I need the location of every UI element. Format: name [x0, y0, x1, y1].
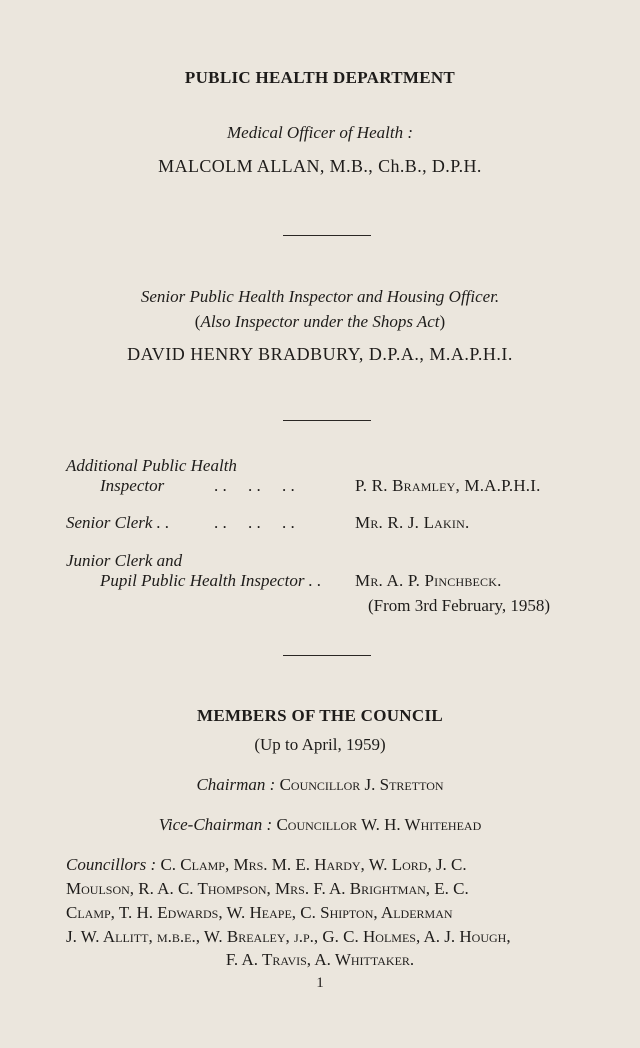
councillors-line	[66, 855, 467, 875]
staff-role: Junior Clerk and	[66, 551, 183, 570]
vice-chairman-label: Vice-Chairman :	[158, 815, 273, 834]
department-title: PUBLIC HEALTH DEPARTMENT	[184, 68, 456, 87]
dot-leader: . . . . . .	[214, 476, 295, 495]
chairman-line	[0, 775, 640, 795]
council-heading: MEMBERS OF THE COUNCIL	[196, 706, 444, 725]
senior-name: DAVID HENRY BRADBURY, D.P.A., M.A.P.H.I.	[127, 344, 513, 364]
dot-leader: . . . . . .	[214, 513, 295, 532]
councillors-line: J. W. Allitt, m.b.e., W. Brealey, j.p., G. C. Holmes, A. J. Hough,	[66, 927, 511, 946]
councillors-names: C. Clamp, Mrs. M. E. Hardy, W. Lord, J. C.	[160, 855, 467, 874]
councillors-line: F. A. Travis, A. Whittaker.	[225, 950, 415, 969]
vice-chairman-line	[0, 815, 640, 835]
staff-role: Pupil Public Health Inspector . .	[100, 571, 322, 590]
paren-close: )	[439, 312, 446, 331]
page-number: 1	[316, 975, 324, 991]
staff-name: P. R. Bramley, M.A.P.H.I.	[355, 476, 541, 495]
chairman-label: Chairman :	[196, 775, 276, 794]
staff-role: Senior Clerk . .	[66, 513, 170, 532]
paren-open: (	[194, 312, 201, 331]
divider	[283, 420, 371, 421]
moh-role: Medical Officer of Health :	[226, 123, 413, 142]
chairman-name: Councillor J. Stretton	[279, 775, 444, 794]
staff-role: Additional Public Health	[66, 456, 237, 475]
councillors-line: Moulson, R. A. C. Thompson, Mrs. F. A. Brightman, E. C.	[66, 879, 469, 898]
senior-role-line1: Senior Public Health Inspector and Housing Officer.	[140, 287, 500, 306]
staff-note: (From 3rd February, 1958)	[368, 596, 551, 615]
divider	[283, 655, 371, 656]
councillors-label: Councillors :	[66, 855, 157, 874]
divider	[283, 235, 371, 236]
staff-role: Inspector	[100, 476, 165, 495]
staff-name: Mr. A. P. Pinchbeck.	[355, 571, 502, 590]
senior-role-line2-text: Also Inspector under the Shops Act	[200, 312, 440, 331]
councillors-line: Clamp, T. H. Edwards, W. Heape, C. Shipton, Alderman	[66, 903, 453, 922]
senior-role-line2	[0, 312, 640, 332]
council-period: (Up to April, 1959)	[254, 735, 386, 754]
moh-name: MALCOLM ALLAN, M.B., Ch.B., D.P.H.	[158, 156, 482, 176]
staff-name: Mr. R. J. Lakin.	[355, 513, 470, 532]
vice-chairman-name: Councillor W. H. Whitehead	[276, 815, 482, 834]
